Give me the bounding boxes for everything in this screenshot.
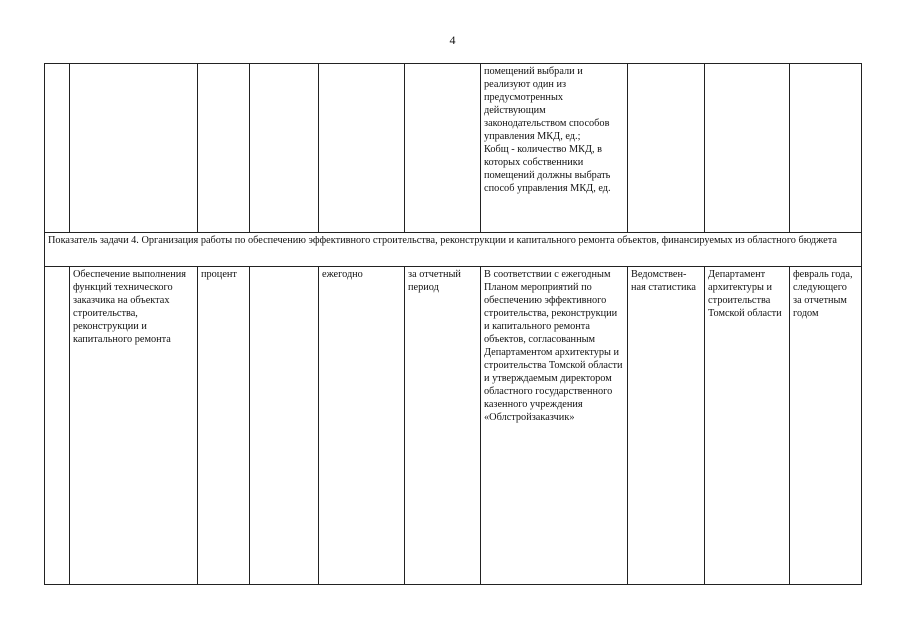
table-cell	[250, 267, 319, 585]
table-cell	[70, 64, 198, 233]
table-cell	[628, 64, 705, 233]
table-cell	[790, 64, 862, 233]
source-cell: Ведомствен-ная статистика	[628, 267, 705, 585]
indicators-table	[44, 63, 862, 585]
table-cell	[45, 64, 70, 233]
section-header-row	[45, 233, 862, 267]
unit-cell: процент	[198, 267, 250, 585]
table-cell	[319, 64, 405, 233]
frequency-cell: ежегодно	[319, 267, 405, 585]
methodology-cell: В соответствии с ежегодным Планом мероприятий по обеспечению эффективного строительства, реконструкции и капитального ремонта объектов, согласованным Департаментом архитектуры и строительства Томской области и утверждаемым директором областного государственного казенного учреждения «Облстройзаказчик»	[481, 267, 628, 585]
table-cell	[705, 64, 790, 233]
responsible-cell: Департамент архитектуры и строительства Томской области	[705, 267, 790, 585]
section-header: Показатель задачи 4. Организация работы по обеспечению эффективного строительства, реконструкции и капитального ремонта объектов, финансируемых из областного бюджета	[45, 233, 862, 267]
period-cell: за отчетный период	[405, 267, 481, 585]
table-row	[45, 267, 862, 585]
page-number: 4	[449, 33, 456, 47]
table-cell	[405, 64, 481, 233]
methodology-cell: помещений выбрали и реализуют один из предусмотренных действующим законодательством способов управления МКД, ед.; Кобщ - количество МКД, в которых собственники помещений должны выбрать способ управления МКД, ед.	[481, 64, 628, 233]
deadline-cell: февраль года, следующего за отчетным годом	[790, 267, 862, 585]
table-cell	[250, 64, 319, 233]
table-cell	[45, 267, 70, 585]
table-cell	[198, 64, 250, 233]
table-row	[45, 64, 862, 233]
indicator-name: Обеспечение выполнения функций технического заказчика на объектах строительства, реконструкции и капитального ремонта	[70, 267, 198, 585]
